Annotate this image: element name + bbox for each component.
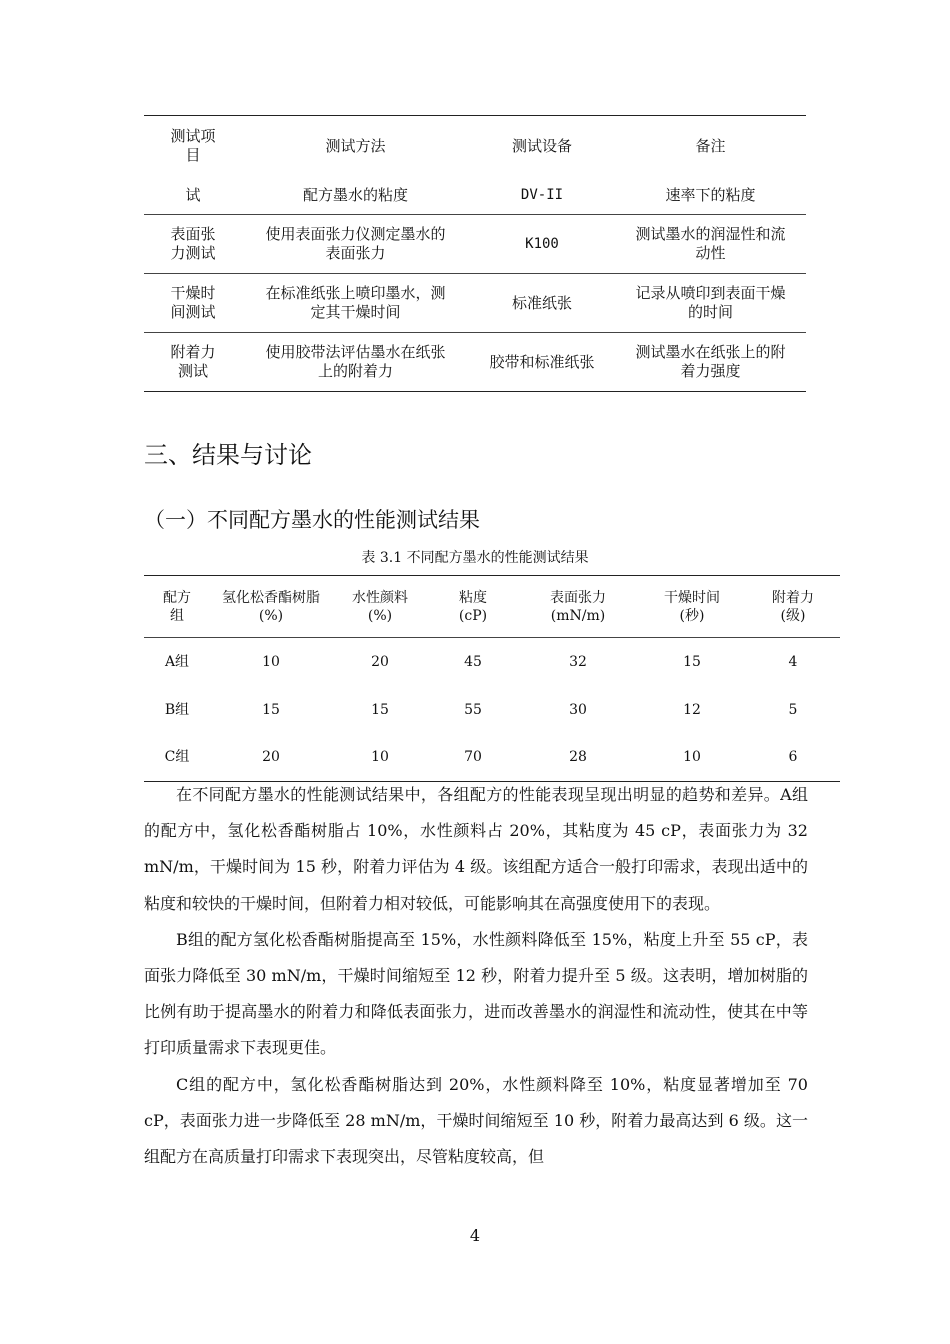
table-cell: 5 (788, 701, 798, 718)
table-row (144, 215, 806, 274)
header-remarks: 备注 (695, 136, 726, 155)
table-cell: 测试墨水的润湿性和流动性 (635, 225, 786, 262)
header-viscosity: 粘度 (cP) (458, 589, 488, 624)
table-cell: 15 (262, 701, 280, 718)
header-formula-group: 配方组 (163, 589, 191, 624)
body-text (144, 777, 808, 1175)
paragraph-group-c: C组的配方中，氢化松香酯树脂达到 20%，水性颜料降至 10%，粘度显著增加至 70 cP，表面张力进一步降低至 28 mN/m，干燥时间缩短至 10 秒，附着力最高达到 6 级。这一组配方在高质量打印需求下表现突出，尽管粘度较高，但 (144, 1074, 808, 1167)
table-caption: 表 3.1 不同配方墨水的性能测试结果 (361, 550, 589, 566)
table-cell: 15 (371, 701, 389, 718)
table-cell: 12 (683, 701, 701, 718)
paragraph-group-a: 在不同配方墨水的性能测试结果中，各组配方的性能表现呈现出明显的趋势和差异。A组的配方中，氢化松香酯树脂占 10%，水性颜料占 20%，其粘度为 45 cP，表面张力为 32 mN/m，干燥时间为 15 秒，附着力评估为 4 级。该组配方适合一般打印需求，表现出适中的粘度和较快的干燥时间，但附着力相对较低，可能影响其在高强度使用下的表现。 (144, 785, 808, 913)
header-test-method: 测试方法 (325, 136, 386, 155)
table-cell: 70 (464, 749, 482, 766)
table-cell: 10 (371, 749, 389, 766)
table-row (144, 734, 840, 782)
table-row (144, 686, 840, 734)
table-row (144, 333, 806, 392)
table-cell: 45 (464, 653, 482, 670)
table-cell: 30 (569, 701, 587, 718)
table-cell: 干燥时间测试 (170, 284, 216, 321)
header-resin: 氢化松香酯树脂 (%) (222, 589, 320, 624)
table-cell: 试 (185, 185, 201, 204)
header-test-item: 测试项目 (170, 127, 216, 165)
formula-results-table (144, 575, 840, 782)
table-cell: 4 (788, 653, 798, 670)
table-cell: C组 (164, 749, 190, 766)
table-cell: 28 (569, 749, 587, 766)
section-title: 三、结果与讨论 (144, 441, 312, 469)
table-cell: 配方墨水的粘度 (302, 185, 408, 204)
table-cell: 测试墨水在纸张上的附着力强度 (635, 343, 786, 380)
table-cell: 10 (262, 653, 280, 670)
table-cell: 表面张力测试 (170, 225, 216, 262)
table-row (144, 638, 840, 686)
table-cell: 使用表面张力仪测定墨水的表面张力 (265, 225, 446, 262)
table-cell: 记录从喷印到表面干燥的时间 (635, 284, 786, 321)
subsection-title: （一）不同配方墨水的性能测试结果 (144, 508, 480, 532)
paragraph-group-b: B组的配方氢化松香酯树脂提高至 15%，水性颜料降低至 15%，粘度上升至 55 cP，表面张力降低至 30 mN/m，干燥时间缩短至 12 秒，附着力提升至 5 级。这表明，增加树脂的比例有助于提高墨水的附着力和降低表面张力，进而改善墨水的润湿性和流动性，使其在中等打印质量需求下表现更佳。 (144, 929, 808, 1058)
table-cell: 15 (683, 653, 701, 670)
table-header-row (144, 116, 806, 177)
table-cell: 55 (464, 701, 482, 718)
header-surface-tension: 表面张力 (mN/m) (550, 589, 606, 624)
table-cell: K100 (525, 235, 559, 252)
table-cell: 20 (262, 749, 280, 766)
table-cell: 20 (371, 653, 389, 670)
header-adhesion: 附着力 (级) (772, 589, 814, 624)
header-drying-time: 干燥时间 (秒) (664, 589, 720, 624)
table-cell: 10 (683, 749, 701, 766)
test-methods-table (144, 115, 806, 392)
table-cell: 胶带和标准纸张 (489, 352, 595, 371)
table-row (144, 177, 806, 215)
page-number: 4 (469, 1226, 481, 1245)
table-cell: 在标准纸张上喷印墨水，测定其干燥时间 (265, 284, 446, 321)
table-cell: 32 (569, 653, 587, 670)
table-cell: B组 (164, 701, 190, 718)
header-test-equipment: 测试设备 (511, 136, 572, 155)
table-row (144, 274, 806, 333)
table-header-row (144, 576, 840, 638)
table-cell: 使用胶带法评估墨水在纸张上的附着力 (265, 343, 446, 380)
table-cell: 标准纸张 (511, 293, 572, 312)
table-cell: 速率下的粘度 (665, 185, 756, 204)
table-cell: 6 (788, 749, 798, 766)
header-pigment: 水性颜料 (%) (352, 589, 408, 624)
table-cell: 附着力测试 (170, 343, 216, 380)
table-cell: A组 (164, 653, 190, 670)
table-cell: DV-II (520, 186, 564, 203)
